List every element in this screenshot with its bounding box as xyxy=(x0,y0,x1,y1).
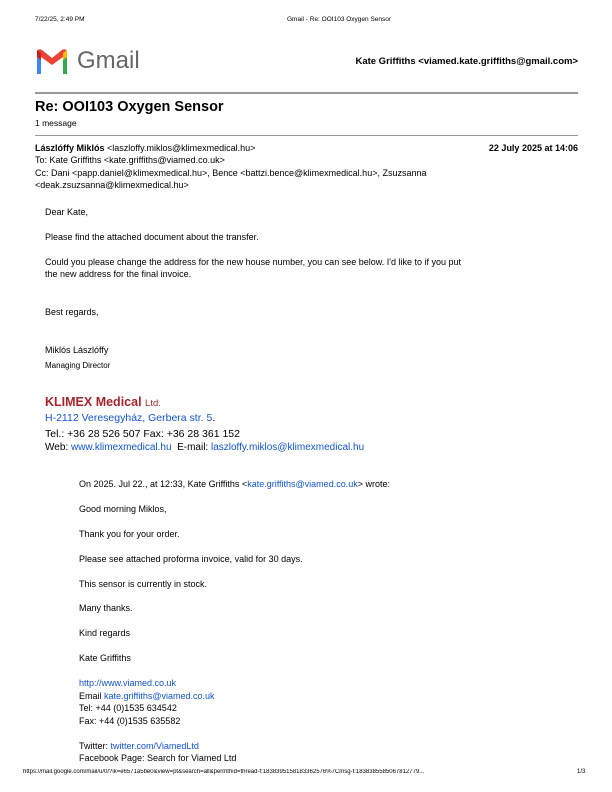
gmail-logo xyxy=(35,47,140,75)
twitter-link[interactable]: twitter.com/ViamedLtd xyxy=(110,741,199,751)
quote-line: Please see attached proforma invoice, valid for 30 days. xyxy=(79,554,303,564)
body-paragraph: Please find the attached document about the transfer. xyxy=(45,232,259,242)
print-datetime: 7/22/25, 2:49 PM xyxy=(35,16,85,23)
thread-subject: Re: OOI103 Oxygen Sensor xyxy=(35,99,224,115)
company-suffix: Ltd. xyxy=(145,398,161,409)
sender-name: Lászlóffy Miklós xyxy=(35,143,105,153)
gmail-m-icon xyxy=(35,48,69,74)
quote-line: Kind regards xyxy=(79,628,131,638)
company-email-link[interactable]: laszloffy.miklos@klimexmedical.hu xyxy=(210,442,365,453)
web-label: Web: xyxy=(45,442,71,453)
quote-twitter-line xyxy=(79,740,199,752)
quote-line: Good morning Miklos, xyxy=(79,504,167,514)
account-label: Kate Griffiths <viamed.kate.griffiths@gmail.com> xyxy=(355,56,578,67)
company-name-text: KLIMEX Medical xyxy=(45,395,142,409)
message-date: 22 July 2025 at 14:06 xyxy=(488,143,578,153)
body-paragraph: the new address for the final invoice. xyxy=(45,269,192,279)
quote-tel: Tel: +44 (0)1535 634542 xyxy=(79,703,177,713)
message-to: To: Kate Griffiths <kate.griffiths@viamed.co.uk> xyxy=(35,155,225,165)
body-paragraph: Could you please change the address for the new house number, you can see below. I'd like to if you put xyxy=(45,257,461,267)
quote-fax: Fax: +44 (0)1535 635582 xyxy=(79,716,181,726)
message-count: 1 message xyxy=(35,118,77,128)
quote-intro-text: On 2025. Jul 22., at 12:33, Kate Griffiths < xyxy=(79,479,248,489)
viamed-website-link[interactable]: http://www.viamed.co.uk xyxy=(79,678,177,688)
quote-line: Many thanks. xyxy=(79,603,133,613)
quote-email-line xyxy=(79,690,215,702)
message-from xyxy=(35,142,255,154)
company-web-line xyxy=(45,442,364,453)
divider xyxy=(35,92,578,94)
quote-line: This sensor is currently in stock. xyxy=(79,579,208,589)
company-name xyxy=(45,395,161,409)
quote-intro xyxy=(79,478,390,490)
page-number: 1/3 xyxy=(577,769,586,775)
address-link[interactable]: H-2112 Veresegyház, Gerbera str. 5 xyxy=(45,412,213,424)
body-closing: Best regards, xyxy=(45,307,99,317)
quote-facebook: Facebook Page: Search for Viamed Ltd xyxy=(79,753,237,763)
quote-intro-end: > wrote: xyxy=(357,479,390,489)
company-website-link[interactable]: www.klimexmedical.hu xyxy=(70,442,172,453)
message-cc-cont: <deak.zsuzsanna@klimexmedical.hu> xyxy=(35,180,189,190)
print-title: Gmail - Re: OOI103 Oxygen Sensor xyxy=(287,16,392,23)
signature-name: Miklós Lászlóffy xyxy=(45,345,109,355)
email-label: E-mail: xyxy=(171,442,211,453)
viamed-email-link[interactable]: kate.griffiths@viamed.co.uk xyxy=(104,691,215,701)
company-address xyxy=(45,412,215,424)
divider xyxy=(35,135,578,136)
address-end: . xyxy=(212,412,216,424)
quote-line: Kate Griffiths xyxy=(79,653,131,663)
twitter-label: Twitter: xyxy=(79,741,111,751)
quote-line: Thank you for your order. xyxy=(79,529,180,539)
email-label: Email xyxy=(79,691,105,701)
quote-email-link[interactable]: kate.griffiths@viamed.co.uk xyxy=(247,479,358,489)
print-url: https://mail.google.com/mail/u/0/?ik=e6571a5be0&view=pt&search=all&permthid=thread-f:1838395158183362576%7Cmsg-f:1838385585067812779... xyxy=(23,769,425,775)
signature-title: Managing Director xyxy=(45,361,111,370)
sender-email: <laszloffy.miklos@klimexmedical.hu> xyxy=(107,143,256,153)
gmail-wordmark: Gmail xyxy=(77,47,140,74)
body-greeting: Dear Kate, xyxy=(45,207,89,217)
quote-website-line xyxy=(79,677,176,689)
message-cc: Cc: Dani <papp.daniel@klimexmedical.hu>, Bence <battzi.bence@klimexmedical.hu>, Zsuzsanna xyxy=(35,168,427,178)
company-phone: Tel.: +36 28 526 507 Fax: +36 28 361 152 xyxy=(45,428,240,440)
